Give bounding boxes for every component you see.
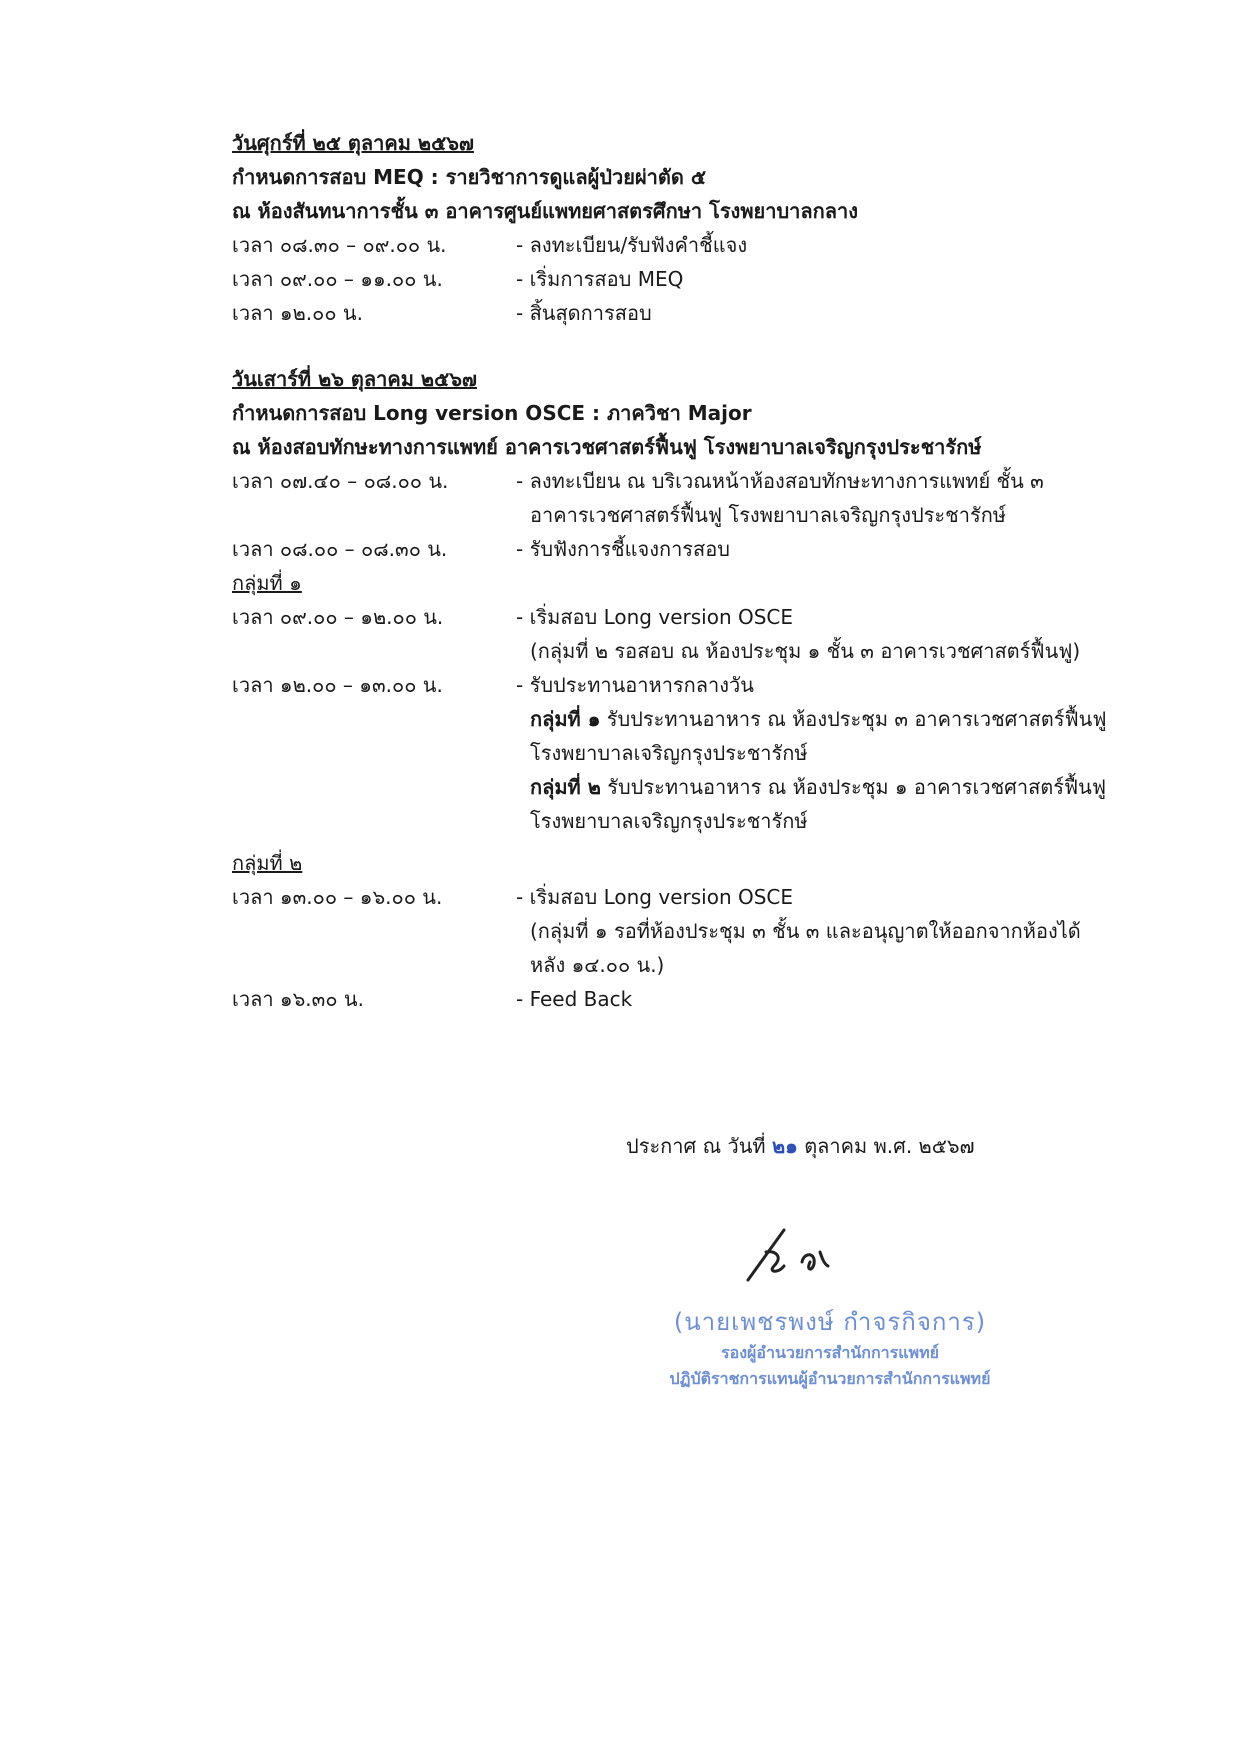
handwritten-signature: [744, 1222, 854, 1292]
activity-line: โรงพยาบาลเจริญกรุงประชารักษ์: [530, 741, 808, 765]
schedule-row-briefing: [232, 532, 1132, 566]
lunch-group2-label: กลุ่มที่ ๒: [530, 775, 601, 799]
schedule-time: เวลา ๐๗.๔๐ – ๐๘.๐๐ น.: [232, 469, 449, 493]
announcement-date: [626, 1130, 975, 1162]
activity-note: (กลุ่มที่ ๒ รอสอบ ณ ห้องประชุม ๑ ชั้น ๓ อาคารเวชศาสตร์ฟื้นฟู): [530, 639, 1081, 663]
day2-section: [232, 362, 1132, 1016]
group2-label: กลุ่มที่ ๒: [232, 851, 303, 875]
activity-line: - เริ่มสอบ Long version OSCE: [516, 885, 794, 909]
activity-line: - ลงทะเบียน ณ บริเวณหน้าห้องสอบทักษะทางการแพทย์ ชั้น ๓: [516, 469, 1044, 493]
schedule-row-registration: [232, 464, 1132, 532]
activity-line: - เริ่มสอบ Long version OSCE: [516, 605, 794, 629]
schedule-time: เวลา ๐๘.๐๐ – ๐๘.๓๐ น.: [232, 537, 448, 561]
schedule-row-feedback: [232, 982, 1132, 1016]
schedule-time: เวลา ๑๒.๐๐ – ๑๓.๐๐ น.: [232, 673, 443, 697]
schedule-activity: - สิ้นสุดการสอบ: [516, 301, 652, 325]
schedule-activity: - เริ่มการสอบ MEQ: [516, 267, 684, 291]
lunch-group1-label: กลุ่มที่ ๑: [530, 707, 601, 731]
day2-exam-title: กำหนดการสอบ Long version OSCE : ภาควิชา Major: [232, 401, 752, 425]
signatory-title-2: ปฏิบัติราชการแทนผู้อำนวยการสำนักการแพทย์: [669, 1369, 991, 1388]
activity-line: - รับประทานอาหารกลางวัน: [516, 673, 754, 697]
schedule-time: เวลา ๑๖.๓๐ น.: [232, 987, 364, 1011]
day2-venue: ณ ห้องสอบทักษะทางการแพทย์ อาคารเวชศาสตร์ฟื้นฟู โรงพยาบาลเจริญกรุงประชารักษ์: [232, 435, 982, 459]
day2-heading: วันเสาร์ที่ ๒๖ ตุลาคม ๒๕๖๗: [232, 367, 477, 391]
schedule-row: [232, 296, 1132, 330]
schedule-activity: [516, 464, 1132, 532]
schedule-row-lunch: [232, 668, 1132, 838]
lunch-group2-text: รับประทานอาหาร ณ ห้องประชุม ๑ อาคารเวชศาสตร์ฟื้นฟู: [600, 775, 1107, 799]
group1-label: กลุ่มที่ ๑: [232, 571, 302, 595]
schedule-activity: - Feed Back: [516, 987, 633, 1011]
schedule-activity: - ลงทะเบียน/รับฟังคำชี้แจง: [516, 233, 748, 257]
activity-line: โรงพยาบาลเจริญกรุงประชารักษ์: [530, 809, 808, 833]
schedule-activity: [516, 880, 1132, 982]
activity-note: หลัง ๑๔.๐๐ น.): [530, 953, 665, 977]
day1-exam-title: กำหนดการสอบ MEQ : รายวิชาการดูแลผู้ป่วยผ่าตัด ๕: [232, 165, 706, 189]
signatory-title-1: รองผู้อำนวยการสำนักการแพทย์: [721, 1343, 939, 1362]
schedule-activity: [516, 668, 1132, 838]
day1-venue: ณ ห้องสันทนาการชั้น ๓ อาคารศูนย์แพทยศาสตรศึกษา โรงพยาบาลกลาง: [232, 199, 858, 223]
schedule-time: เวลา ๑๓.๐๐ – ๑๖.๐๐ น.: [232, 885, 443, 909]
signatory-block: [640, 1304, 1020, 1392]
activity-note: (กลุ่มที่ ๑ รอที่ห้องประชุม ๓ ชั้น ๓ และอนุญาตให้ออกจากห้องได้: [530, 919, 1081, 943]
day1-heading: วันศุกร์ที่ ๒๕ ตุลาคม ๒๕๖๗: [232, 131, 474, 155]
signatory-name: (นายเพชรพงษ์ กำจรกิจการ): [673, 1308, 987, 1336]
schedule-row-group2-exam: [232, 880, 1132, 982]
lunch-group1-line: [516, 702, 1132, 736]
schedule-row-group1-exam: [232, 600, 1132, 668]
day1-section: [232, 126, 1132, 330]
lunch-group2-line: [516, 770, 1132, 804]
schedule-time: เวลา ๑๒.๐๐ น.: [232, 301, 363, 325]
announcement-suffix: ตุลาคม พ.ศ. ๒๕๖๗: [804, 1134, 975, 1158]
schedule-activity: - รับฟังการชี้แจงการสอบ: [516, 537, 730, 561]
schedule-activity: [516, 600, 1132, 668]
schedule-time: เวลา ๐๙.๐๐ – ๑๒.๐๐ น.: [232, 605, 444, 629]
schedule-row: [232, 262, 1132, 296]
schedule-time: เวลา ๐๘.๓๐ – ๐๙.๐๐ น.: [232, 233, 447, 257]
schedule-row: [232, 228, 1132, 262]
announcement-prefix: ประกาศ ณ วันที่: [626, 1134, 766, 1158]
lunch-group1-text: รับประทานอาหาร ณ ห้องประชุม ๓ อาคารเวชศาสตร์ฟื้นฟู: [600, 707, 1107, 731]
schedule-time: เวลา ๐๙.๐๐ – ๑๑.๐๐ น.: [232, 267, 443, 291]
activity-line: อาคารเวชศาสตร์ฟื้นฟู โรงพยาบาลเจริญกรุงประชารักษ์: [530, 503, 1006, 527]
handwritten-day: ๒๑: [771, 1134, 798, 1158]
